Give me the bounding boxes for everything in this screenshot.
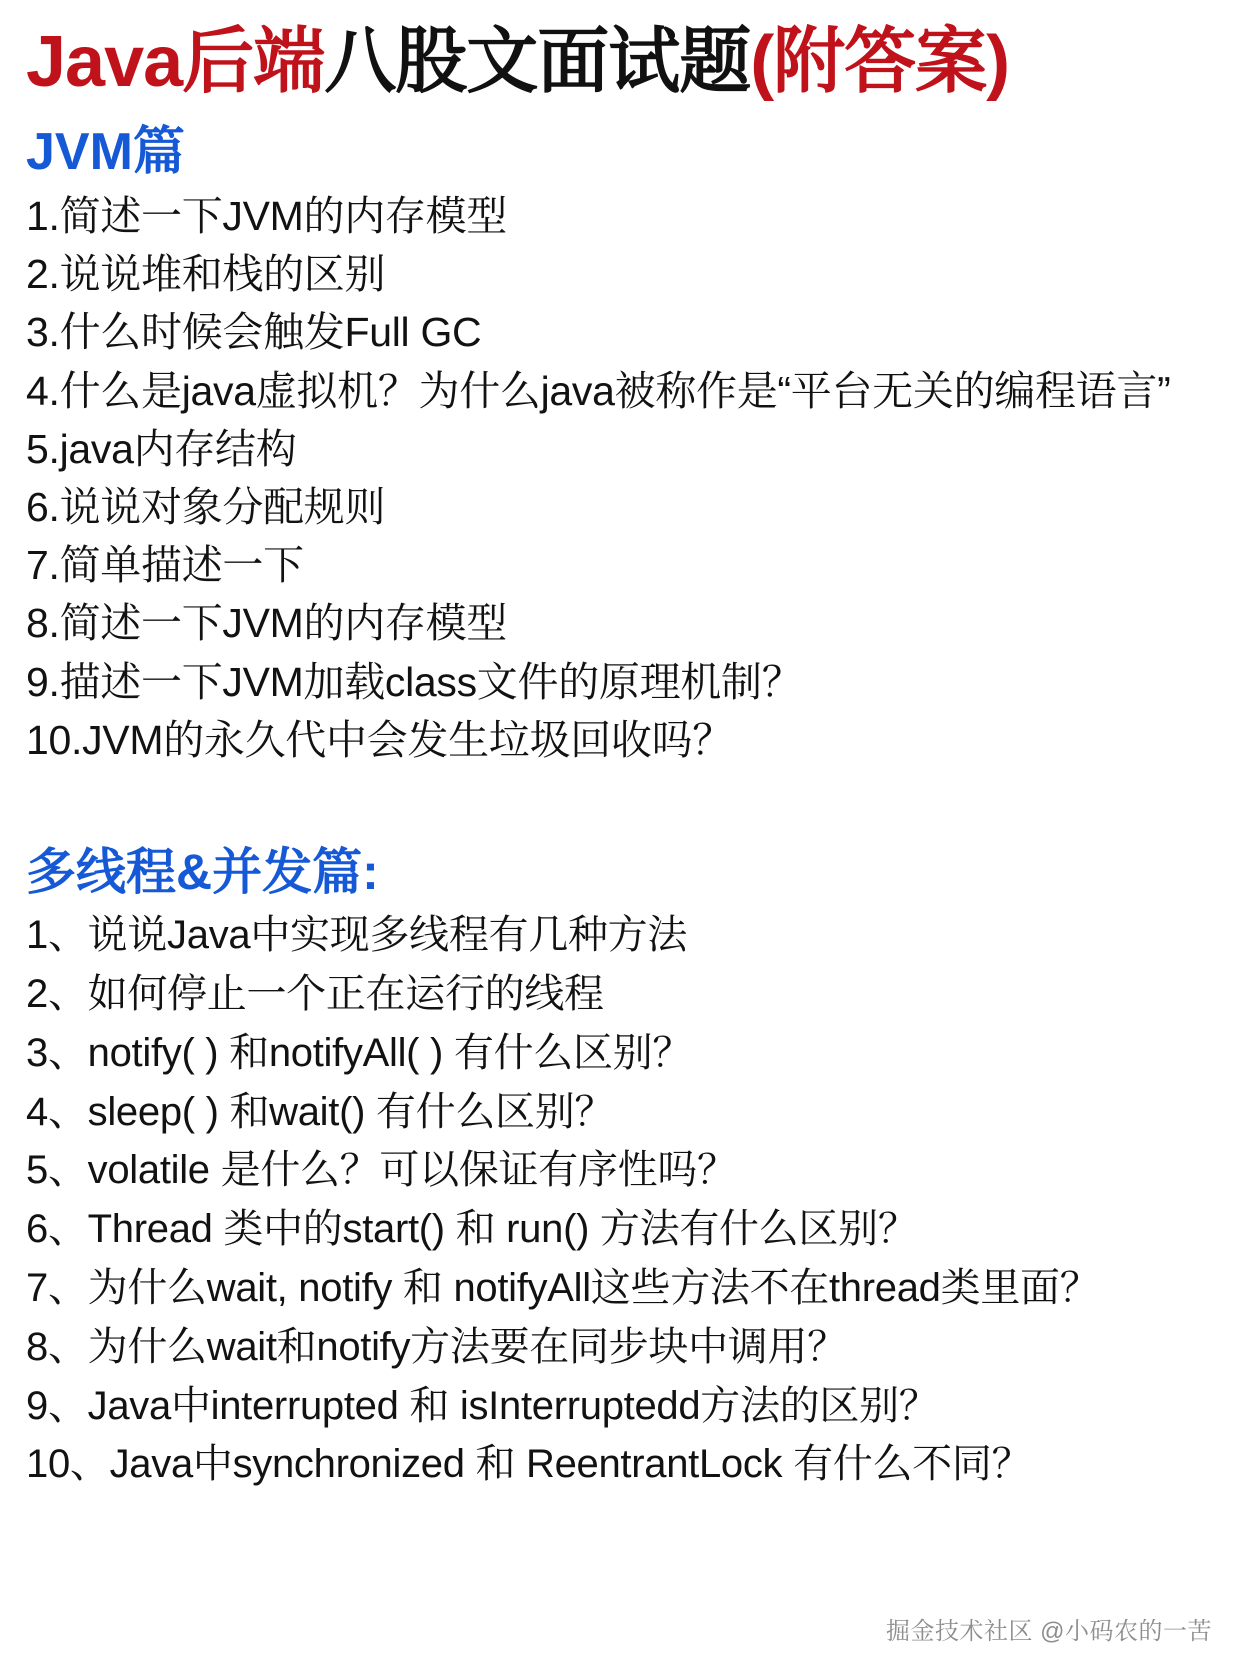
list-item: 2.说说堆和栈的区别 [26, 251, 386, 298]
list-item: 5.java内存结构 [26, 425, 297, 472]
list-item: 8、为什么wait和notify方法要在同步块中调用？ [26, 1324, 847, 1369]
section-jvm [26, 124, 1216, 769]
title-part-2: 八股文面试题 [324, 22, 751, 102]
section-concurrency [26, 845, 1216, 1494]
list-item: 2、如何停止一个正在运行的线程 [26, 971, 604, 1016]
list-item: 10、Java中synchronized 和 ReentrantLock 有什么不同？ [26, 1442, 1032, 1487]
section-heading-jvm: JVM篇 [26, 122, 185, 181]
list-item: 1、说说Java中实现多线程有几种方法 [26, 913, 688, 958]
list-item: 5、volatile 是什么？可以保证有序性吗？ [26, 1148, 737, 1193]
list-item: 3.什么时候会触发Full GC [26, 309, 482, 356]
question-list-jvm [26, 187, 1216, 769]
list-item: 9、Java中interrupted 和 isInterruptedd方法的区别？ [26, 1383, 939, 1428]
title-part-1: Java后端 [26, 22, 325, 102]
list-item: 4、sleep( ) 和wait() 有什么区别？ [26, 1089, 615, 1134]
list-item: 8.简述一下JVM的内存模型 [26, 600, 507, 647]
watermark-text: 掘金技术社区 @小码农的一苦 [885, 1618, 1212, 1645]
list-item: 7、为什么wait, notify 和 notifyAll这些方法不在thread类里面？ [26, 1265, 1100, 1310]
list-item: 7.简单描述一下 [26, 542, 304, 589]
section-heading-concurrency: 多线程&并发篇: [26, 844, 379, 901]
list-item: 6.说说对象分配规则 [26, 484, 386, 531]
list-item: 1.简述一下JVM的内存模型 [26, 192, 507, 239]
question-list-concurrency [26, 906, 1216, 1494]
list-item: 6、Thread 类中的start() 和 run() 方法有什么区别？ [26, 1207, 918, 1252]
list-item: 4.什么是java虚拟机？为什么java被称作是“平台无关的编程语言” [26, 367, 1171, 414]
list-item: 9.描述一下JVM加载class文件的原理机制？ [26, 658, 803, 705]
list-item: 10.JVM的永久代中会发生垃圾回收吗？ [26, 716, 733, 763]
page-title [26, 24, 1216, 102]
title-part-3: (附答案) [750, 22, 1010, 102]
list-item: 3、notify( ) 和notifyAll( ) 有什么区别？ [26, 1030, 693, 1075]
